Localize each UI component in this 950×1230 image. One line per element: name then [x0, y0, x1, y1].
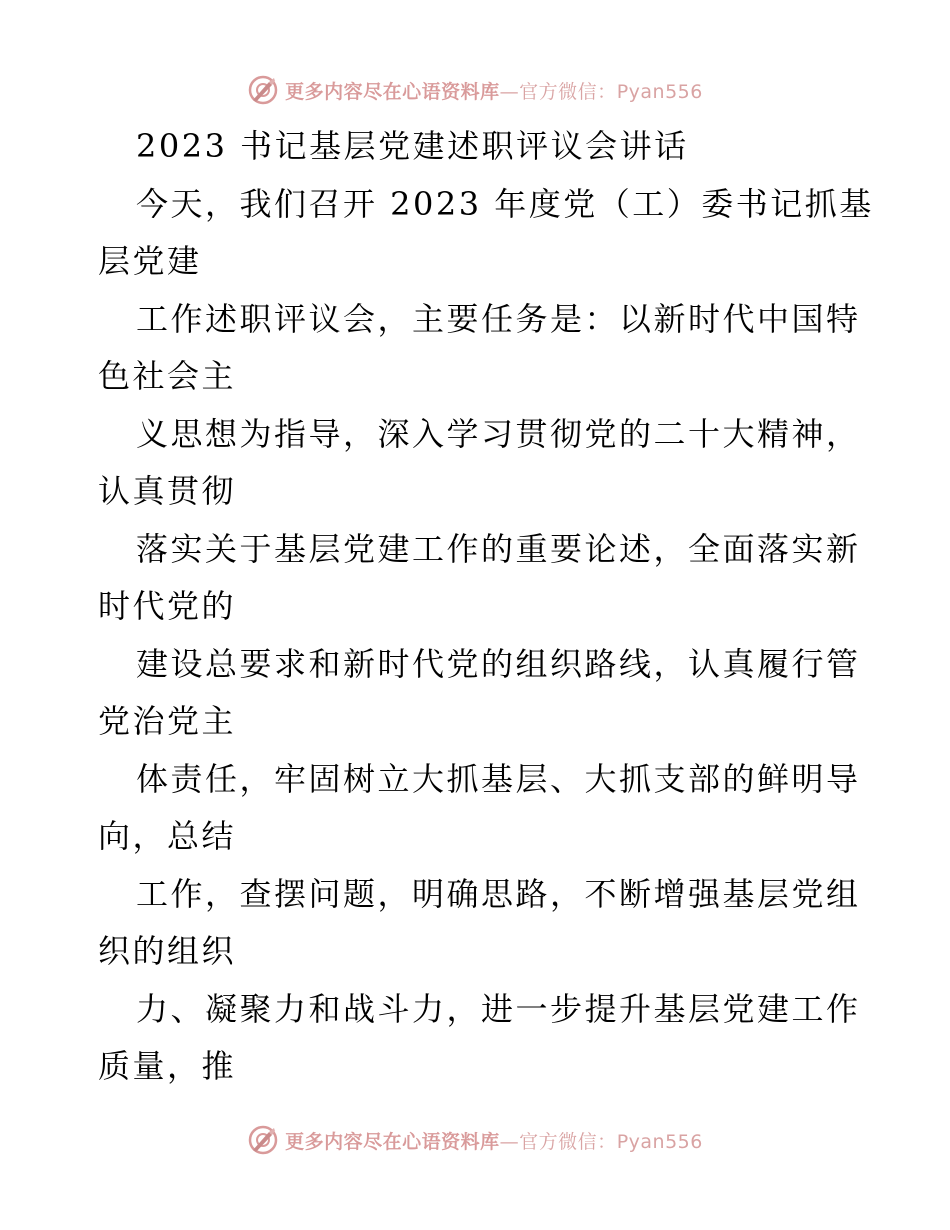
logo-icon: [247, 1124, 279, 1156]
text-line: 向，总结: [98, 817, 237, 855]
text-line: 今天，我们召开 2023 年度党（工）委书记抓基: [136, 184, 874, 223]
text-line: 体责任，牢固树立大抓基层、大抓支部的鲜明导: [136, 759, 861, 798]
watermark-sub-text: 官方微信：: [519, 80, 617, 103]
text-line: 力、凝聚力和战斗力，进一步提升基层党建工作: [136, 989, 861, 1028]
text-line: 织的组织: [98, 932, 237, 970]
text-line: 层党建: [98, 242, 202, 280]
text-line: 质量，推: [98, 1047, 237, 1085]
footer-watermark: [0, 1120, 950, 1160]
text-line: 色社会主: [98, 357, 237, 395]
watermark-dash: —: [499, 1130, 520, 1153]
watermark-sub-text: 官方微信：: [519, 1130, 617, 1153]
text-line: 时代党的: [98, 587, 237, 625]
text-line: 认真贯彻: [98, 472, 237, 510]
text-line: 工作，查摆问题，明确思路，不断增强基层党组: [136, 874, 861, 913]
text-line: 工作述职评议会，主要任务是：以新时代中国特: [136, 299, 861, 338]
document-body: [98, 118, 874, 1096]
watermark-id: Pyan556: [616, 80, 703, 103]
watermark-id: Pyan556: [616, 1130, 703, 1153]
header-watermark: [0, 70, 950, 110]
text-line: 建设总要求和新时代党的组织路线，认真履行管: [136, 644, 861, 683]
text-line: 党治党主: [98, 702, 237, 740]
document-title: 2023 书记基层党建述职评议会讲话: [136, 127, 689, 165]
text-line: 落实关于基层党建工作的重要论述，全面落实新: [136, 529, 861, 568]
logo-icon: [247, 74, 279, 106]
text-line: 义思想为指导，深入学习贯彻党的二十大精神，: [136, 414, 861, 453]
watermark-dash: —: [499, 80, 520, 103]
watermark-main-text: 更多内容尽在心语资料库: [285, 80, 500, 103]
watermark-main-text: 更多内容尽在心语资料库: [285, 1130, 500, 1153]
